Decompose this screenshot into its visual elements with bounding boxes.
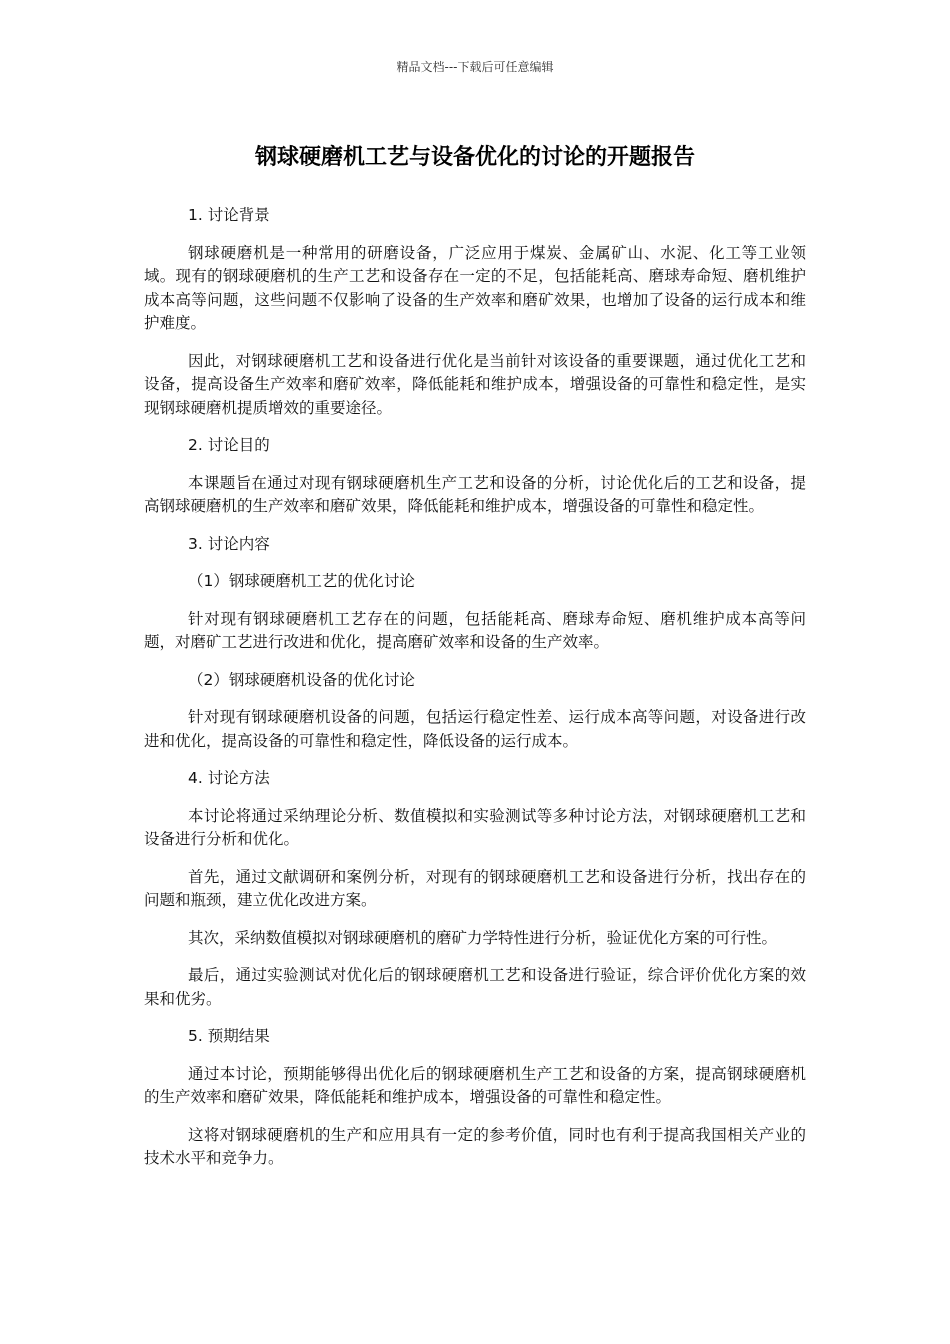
paragraph: 针对现有钢球硬磨机设备的问题，包括运行稳定性差、运行成本高等问题，对设备进行改进和优化，提高设备的可靠性和稳定性，降低设备的运行成本。: [144, 708, 806, 750]
paragraph: 针对现有钢球硬磨机工艺存在的问题，包括能耗高、磨球寿命短、磨机维护成本高等问题，对磨矿工艺进行改进和优化，提高磨矿效率和设备的生产效率。: [144, 609, 806, 651]
section-heading-purpose: 2. 讨论目的: [188, 436, 270, 454]
subsection-heading-equipment: （2）钢球硬磨机设备的优化讨论: [188, 670, 415, 689]
section-heading-content: 3. 讨论内容: [188, 534, 270, 553]
section-heading-expected-results: 5. 预期结果: [188, 1027, 270, 1045]
subsection-heading-process: （1）钢球硬磨机工艺的优化讨论: [188, 572, 415, 590]
document-title: 钢球硬磨机工艺与设备优化的讨论的开题报告: [254, 145, 695, 170]
section-heading-methods: 4. 讨论方法: [188, 769, 270, 787]
header-note: 精品文档---下载后可任意编辑: [396, 60, 554, 74]
paragraph: 因此，对钢球硬磨机工艺和设备进行优化是当前针对该设备的重要课题，通过优化工艺和设备，提高设备生产效率和磨矿效率，降低能耗和维护成本，增强设备的可靠性和稳定性，是实现钢球硬磨机提质增效的重要途径。: [144, 351, 806, 417]
paragraph: 这将对钢球硬磨机的生产和应用具有一定的参考价值，同时也有利于提高我国相关产业的技术水平和竞争力。: [144, 1125, 806, 1167]
document-body: [144, 204, 806, 1185]
paragraph: 本课题旨在通过对现有钢球硬磨机生产工艺和设备的分析，讨论优化后的工艺和设备，提高钢球硬磨机的生产效率和磨矿效果，降低能耗和维护成本，增强设备的可靠性和稳定性。: [144, 473, 806, 515]
paragraph: 其次，采纳数值模拟对钢球硬磨机的磨矿力学特性进行分析，验证优化方案的可行性。: [188, 928, 778, 947]
section-heading-background: 1. 讨论背景: [188, 206, 270, 224]
paragraph: 钢球硬磨机是一种常用的研磨设备，广泛应用于煤炭、金属矿山、水泥、化工等工业领域。现有的钢球硬磨机的生产工艺和设备存在一定的不足，包括能耗高、磨球寿命短、磨机维护成本高等问题，这些问题不仅影响了设备的生产效率和磨矿效果，也增加了设备的运行成本和维护难度。: [144, 243, 806, 332]
paragraph: 通过本讨论，预期能够得出优化后的钢球硬磨机生产工艺和设备的方案，提高钢球硬磨机的生产效率和磨矿效果，降低能耗和维护成本，增强设备的可靠性和稳定性。: [144, 1064, 806, 1106]
paragraph: 最后，通过实验测试对优化后的钢球硬磨机工艺和设备进行验证，综合评价优化方案的效果和优劣。: [144, 966, 806, 1008]
paragraph: 首先，通过文献调研和案例分析，对现有的钢球硬磨机工艺和设备进行分析，找出存在的问题和瓶颈，建立优化改进方案。: [144, 867, 806, 909]
paragraph: 本讨论将通过采纳理论分析、数值模拟和实验测试等多种讨论方法，对钢球硬磨机工艺和设备进行分析和优化。: [144, 806, 806, 848]
